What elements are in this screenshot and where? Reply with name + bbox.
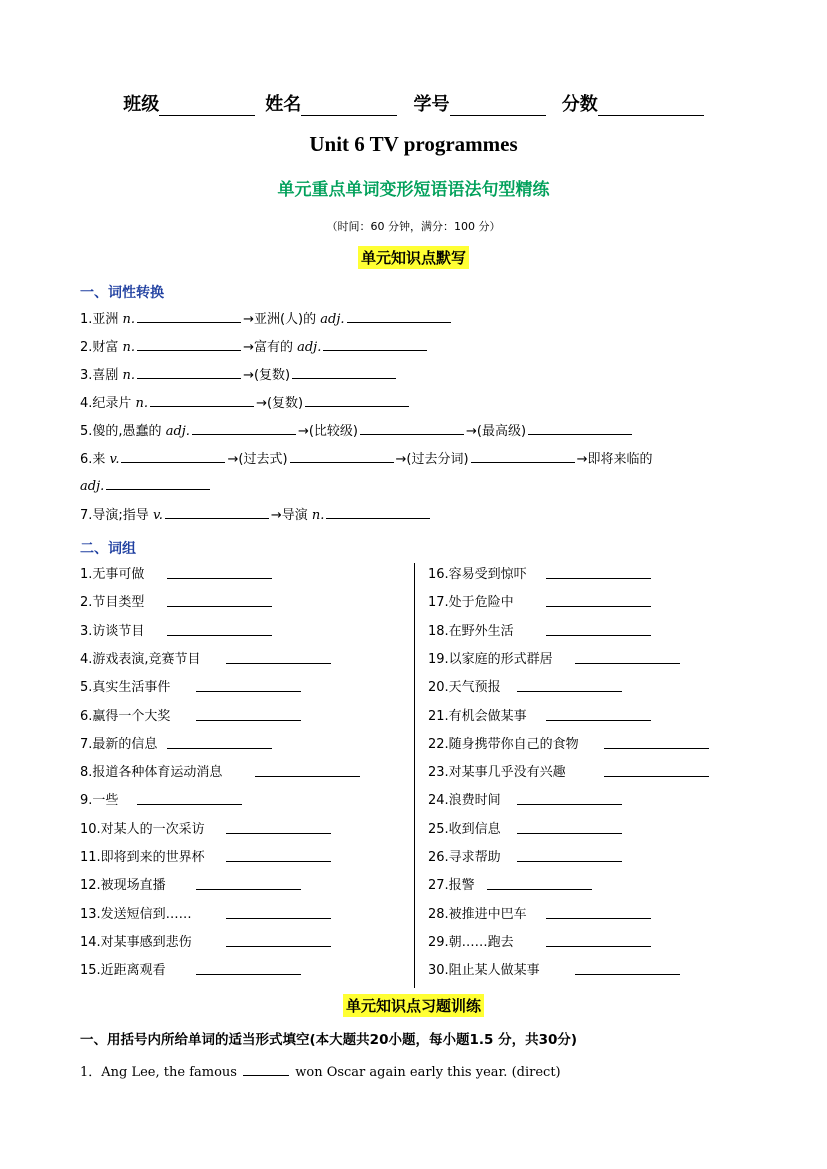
phrase-right-13: 28.被推进中巴车 xyxy=(428,907,527,922)
phrase-left-2-blank[interactable] xyxy=(167,606,272,607)
section-banner-dictation: 单元知识点默写 xyxy=(358,246,469,269)
phrase-left-1: 1.无事可做 xyxy=(80,567,145,582)
exercise-heading: 一、用括号内所给单词的适当形式填空(本大题共20小题，每小题1.5 分，共30分) xyxy=(80,1032,578,1048)
score-field[interactable] xyxy=(598,97,704,116)
word-form-line-2: 2.财富 n. →富有的 adj. xyxy=(80,336,429,355)
phrase-right-5-blank[interactable] xyxy=(517,691,622,692)
phrase-right-5: 20.天气预报 xyxy=(428,680,501,695)
page-title: Unit 6 TV programmes xyxy=(309,132,518,156)
phrase-right-11-blank[interactable] xyxy=(517,861,622,862)
phrase-left-3: 3.访谈节目 xyxy=(80,624,145,639)
phrase-left-15: 15.近距离观看 xyxy=(80,963,166,978)
question-1-text-before: 1．Ang Lee, the famous xyxy=(80,1065,237,1080)
phrase-right-14: 29.朝……跑去 xyxy=(428,935,514,950)
question-1-text-after: won Oscar again early this year. (direct) xyxy=(295,1065,561,1080)
phrase-right-10: 25.收到信息 xyxy=(428,822,501,837)
blank[interactable] xyxy=(323,337,427,351)
phrase-left-1-blank[interactable] xyxy=(167,578,272,579)
phrase-left-6: 6.赢得一个大奖 xyxy=(80,709,171,724)
phrase-left-8-blank[interactable] xyxy=(255,776,360,777)
phrase-left-8: 8.报道各种体育运动消息 xyxy=(80,765,223,780)
phrase-right-12: 27.报警 xyxy=(428,878,475,893)
section-heading-phrases: 二、词组 xyxy=(80,541,136,557)
phrase-right-9: 24.浪费时间 xyxy=(428,793,501,808)
phrase-right-1-blank[interactable] xyxy=(546,578,651,579)
blank[interactable] xyxy=(305,393,409,407)
blank[interactable] xyxy=(471,449,575,463)
blank[interactable] xyxy=(326,505,430,519)
phrase-right-12-blank[interactable] xyxy=(487,889,592,890)
phrase-right-7: 22.随身携带你自己的食物 xyxy=(428,737,579,752)
phrase-left-4-blank[interactable] xyxy=(226,663,331,664)
phrase-right-3: 18.在野外生活 xyxy=(428,624,514,639)
word-form-line-3: 3.喜剧 n. →(复数) xyxy=(80,364,398,383)
phrase-left-12-blank[interactable] xyxy=(196,889,301,890)
name-field[interactable] xyxy=(301,97,397,116)
phrase-right-13-blank[interactable] xyxy=(546,918,651,919)
phrase-left-7-blank[interactable] xyxy=(167,748,272,749)
section-banner-exercises: 单元知识点习题训练 xyxy=(343,994,484,1017)
phrase-left-4: 4.游戏表演,竞赛节目 xyxy=(80,652,201,667)
blank[interactable] xyxy=(165,505,269,519)
blank[interactable] xyxy=(528,421,632,435)
word-form-line-7: 7.导演;指导 v. →导演 n. xyxy=(80,504,432,523)
phrase-right-2: 17.处于危险中 xyxy=(428,595,514,610)
word-form-line-4: 4.纪录片 n. →(复数) xyxy=(80,392,411,411)
phrase-left-9-blank[interactable] xyxy=(137,804,242,805)
blank[interactable] xyxy=(150,393,254,407)
column-divider xyxy=(414,563,415,988)
phrase-left-10: 10.对某人的一次采访 xyxy=(80,822,205,837)
question-1-blank[interactable] xyxy=(243,1062,289,1076)
blank[interactable] xyxy=(347,309,451,323)
id-field[interactable] xyxy=(450,97,546,116)
blank[interactable] xyxy=(137,337,241,351)
blank[interactable] xyxy=(292,365,396,379)
phrase-left-13-blank[interactable] xyxy=(226,918,331,919)
phrase-left-3-blank[interactable] xyxy=(167,635,272,636)
phrase-left-9: 9.一些 xyxy=(80,793,119,808)
blank[interactable] xyxy=(192,421,296,435)
class-field[interactable] xyxy=(159,97,255,116)
blank[interactable] xyxy=(137,309,241,323)
phrase-left-11: 11.即将到来的世界杯 xyxy=(80,850,205,865)
section-heading-word-forms: 一、词性转换 xyxy=(80,285,164,301)
phrase-left-12: 12.被现场直播 xyxy=(80,878,166,893)
word-form-line-6: 6.来 v. →(过去式) →(过去分词) →即将来临的 xyxy=(80,448,652,467)
blank[interactable] xyxy=(290,449,394,463)
phrase-left-14: 14.对某事感到悲伤 xyxy=(80,935,192,950)
student-info-header xyxy=(0,90,827,116)
phrase-right-3-blank[interactable] xyxy=(546,635,651,636)
blank[interactable] xyxy=(121,449,225,463)
phrase-right-1: 16.容易受到惊吓 xyxy=(428,567,527,582)
blank[interactable] xyxy=(360,421,464,435)
time-score-info: （时间：60 分钟，满分：100 分） xyxy=(326,220,501,233)
name-label: 姓名 xyxy=(265,94,302,115)
word-form-line-6-cont: adj. xyxy=(80,476,212,494)
phrase-right-8: 23.对某事几乎没有兴趣 xyxy=(428,765,566,780)
phrase-right-10-blank[interactable] xyxy=(517,833,622,834)
blank[interactable] xyxy=(106,476,210,490)
phrase-right-11: 26.寻求帮助 xyxy=(428,850,501,865)
phrase-right-2-blank[interactable] xyxy=(546,606,651,607)
phrase-left-10-blank[interactable] xyxy=(226,833,331,834)
phrase-left-14-blank[interactable] xyxy=(226,946,331,947)
id-label: 学号 xyxy=(413,94,450,115)
score-label: 分数 xyxy=(561,94,598,115)
phrase-left-13: 13.发送短信到…… xyxy=(80,907,192,922)
phrase-left-5-blank[interactable] xyxy=(196,691,301,692)
phrase-left-5: 5.真实生活事件 xyxy=(80,680,171,695)
phrase-right-6-blank[interactable] xyxy=(546,720,651,721)
phrase-right-9-blank[interactable] xyxy=(517,804,622,805)
phrase-left-2: 2.节目类型 xyxy=(80,595,145,610)
phrase-right-4: 19.以家庭的形式群居 xyxy=(428,652,553,667)
word-form-line-5: 5.傻的,愚蠢的 adj. →(比较级) →(最高级) xyxy=(80,420,634,439)
phrase-right-15: 30.阻止某人做某事 xyxy=(428,963,540,978)
phrase-left-7: 7.最新的信息 xyxy=(80,737,158,752)
phrase-right-15-blank[interactable] xyxy=(575,974,680,975)
phrase-right-6: 21.有机会做某事 xyxy=(428,709,527,724)
phrase-right-14-blank[interactable] xyxy=(546,946,651,947)
phrase-left-11-blank[interactable] xyxy=(226,861,331,862)
phrase-left-6-blank[interactable] xyxy=(196,720,301,721)
page-subtitle: 单元重点单词变形短语语法句型精练 xyxy=(277,180,550,200)
class-label: 班级 xyxy=(123,94,160,115)
phrase-right-7-blank[interactable] xyxy=(604,748,709,749)
question-1 xyxy=(80,1061,561,1080)
phrase-right-8-blank[interactable] xyxy=(604,776,709,777)
phrase-left-15-blank[interactable] xyxy=(196,974,301,975)
phrase-right-4-blank[interactable] xyxy=(575,663,680,664)
blank[interactable] xyxy=(137,365,241,379)
word-form-line-1: 1.亚洲 n. →亚洲(人)的 adj. xyxy=(80,308,453,327)
